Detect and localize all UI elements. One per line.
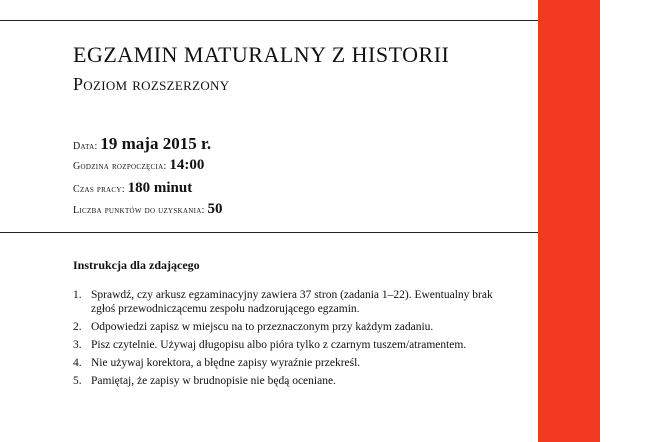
exam-level: Poziom rozszerzony xyxy=(73,74,230,94)
top-divider xyxy=(0,20,538,21)
date-value: 19 maja 2015 r. xyxy=(100,134,212,153)
instruction-item xyxy=(73,288,518,316)
instruction-number: 2. xyxy=(73,321,82,333)
instruction-item xyxy=(73,320,518,334)
instruction-text: Odpowiedzi zapisz w miejscu na to przeznaczonym przy każdym zadaniu. xyxy=(91,321,434,333)
points-value: 50 xyxy=(207,201,223,217)
start-value: 14:00 xyxy=(169,157,205,173)
instruction-item xyxy=(73,356,518,370)
date-label: Data xyxy=(73,141,95,152)
instruction-item xyxy=(73,374,518,388)
instruction-text: Pamiętaj, że zapisy w brudnopisie nie będą oceniane. xyxy=(91,375,336,387)
points-label: Liczba punktów do uzyskania xyxy=(73,205,202,216)
instructions-heading: Instrukcja dla zdającego xyxy=(73,258,200,272)
instruction-number: 5. xyxy=(73,375,82,387)
exam-duration: Czas pracy: 180 minut xyxy=(73,180,193,196)
duration-label: Czas pracy xyxy=(73,184,122,195)
instructions-list xyxy=(73,288,518,392)
duration-value: 180 minut xyxy=(127,180,193,196)
instruction-item xyxy=(73,338,518,352)
exam-start-time: Godzina rozpoczęcia: 14:00 xyxy=(73,157,205,173)
start-label: Godzina rozpoczęcia xyxy=(73,161,164,172)
section-divider xyxy=(0,232,538,233)
instruction-number: 1. xyxy=(73,289,82,301)
instruction-text: Pisz czytelnie. Używaj długopisu albo pióra tylko z czarnym tuszem/atramentem. xyxy=(91,339,467,351)
exam-points: Liczba punktów do uzyskania: 50 xyxy=(73,201,223,217)
instruction-number: 4. xyxy=(73,357,82,369)
instruction-text: Nie używaj korektora, a błędne zapisy wyraźnie przekreśl. xyxy=(91,357,361,369)
red-sidebar-strip xyxy=(538,0,600,442)
exam-title: EGZAMIN MATURALNY Z HISTORII xyxy=(73,42,450,67)
exam-date: Data: 19 maja 2015 r. xyxy=(73,134,212,153)
instruction-text: Sprawdź, czy arkusz egzaminacyjny zawiera 37 stron (zadania 1–22). Ewentualny brak zgłoś przewodniczącemu zespołu nadzorującego egzamin. xyxy=(91,289,493,315)
instruction-number: 3. xyxy=(73,339,82,351)
